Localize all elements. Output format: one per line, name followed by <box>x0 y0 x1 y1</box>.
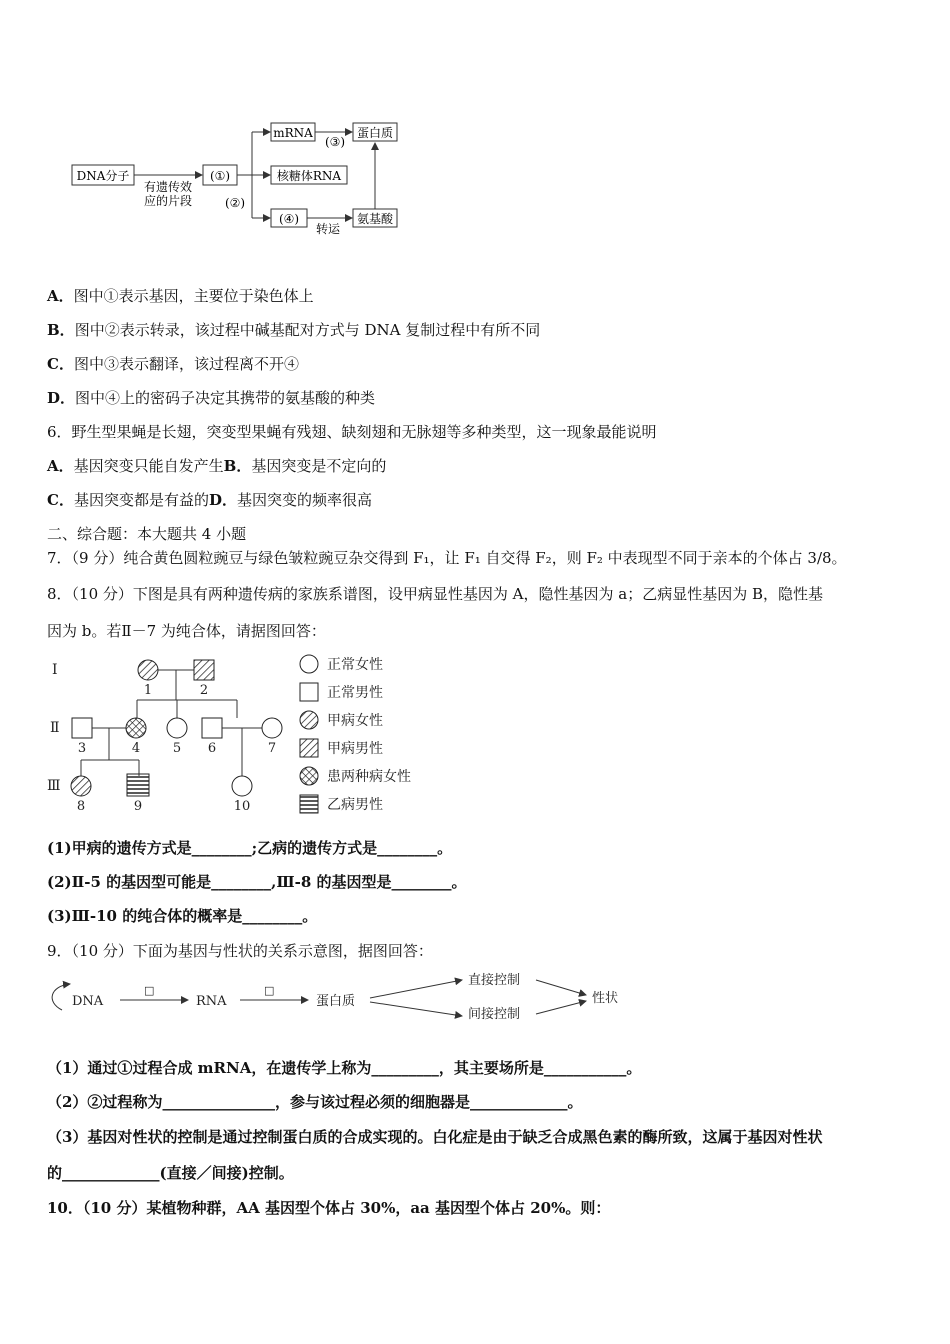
option-key: C． <box>47 491 74 509</box>
gene-expression-flow-diagram <box>60 115 420 245</box>
generation-3-label: Ⅲ <box>47 778 61 794</box>
rrna-label: 核糖体RNA <box>276 169 342 183</box>
id-8: 8 <box>76 799 86 814</box>
id-10: 10 <box>233 799 251 814</box>
dna-self-replication-arrow <box>52 984 70 1010</box>
individual-2 <box>194 660 214 680</box>
arrow-direct-to-trait <box>536 980 586 995</box>
dna-label: DNA <box>72 994 104 1009</box>
node-3-label: (③) <box>324 135 346 149</box>
id-5: 5 <box>172 741 182 756</box>
id-3: 3 <box>77 741 87 756</box>
legend-disease-b-male-symbol <box>300 795 318 813</box>
id-1: 1 <box>143 683 153 698</box>
q5-option-b <box>47 320 540 340</box>
option-text: 图中③表示翻译，该过程离不开④ <box>73 355 299 373</box>
direct-control-label: 直接控制 <box>468 973 521 988</box>
q6-stem: 6．野生型果蝇是长翅，突变型果蝇有残翅、缺刻翅和无脉翅等多种类型，这一现象最能说明 <box>47 423 657 441</box>
q5-option-a <box>47 286 314 306</box>
node-4-label: (④) <box>278 212 300 226</box>
mrna-label: mRNA <box>273 126 313 140</box>
protein-label: 蛋白质 <box>356 126 394 140</box>
q9-sub3-line2: 的_____________(直接／间接)控制。 <box>47 1164 294 1182</box>
legend-normal-female-symbol <box>300 655 318 673</box>
option-text: 图中①表示基因，主要位于染色体上 <box>73 287 314 305</box>
segment-label-1: 有遗传效 <box>143 180 193 194</box>
option-text: 基因突变都是有益的 <box>73 491 209 509</box>
individual-8 <box>71 776 91 796</box>
legend-normal-male: 正常男性 <box>327 685 383 701</box>
option-key: A． <box>47 287 74 305</box>
q8-sub2: (2)Ⅱ-5 的基因型可能是________,Ⅲ-8 的基因型是________。 <box>47 873 467 891</box>
individual-1 <box>138 660 158 680</box>
option-text: 图中②表示转录，该过程中碱基配对方式与 DNA 复制过程中有所不同 <box>74 321 541 339</box>
individual-3 <box>72 718 92 738</box>
node-1-label: (①) <box>209 169 231 183</box>
q6-options-ab <box>47 456 386 476</box>
option-key: D． <box>47 389 76 407</box>
q7-text: 7．（9 分）纯合黄色圆粒豌豆与绿色皱粒豌豆杂交得到 F₁，让 F₁ 自交得 F₂，则 F₂ 中表现型不同于亲本的个体占 3/8。 <box>47 549 847 567</box>
option-key: D． <box>208 491 237 509</box>
q6-options-cd <box>47 490 372 510</box>
legend-disease-a-male-symbol <box>300 739 318 757</box>
individual-9 <box>127 774 149 796</box>
q10-stem: 10．（10 分）某植物种群，AA 基因型个体占 30%，aa 基因型个体占 20%。则： <box>47 1199 611 1217</box>
option-text: 基因突变只能自发产生 <box>73 457 224 475</box>
id-7: 7 <box>267 741 277 756</box>
individual-6 <box>202 718 222 738</box>
segment-label-2: 应的片段 <box>143 194 193 208</box>
q9-sub3-line1: （3）基因对性状的控制是通过控制蛋白质的合成实现的。白化症是由于缺乏合成黑色素的酶所致，这属于基因对性状 <box>47 1128 823 1146</box>
option-text: 图中④上的密码子决定其携带的氨基酸的种类 <box>75 389 376 407</box>
individual-5 <box>167 718 187 738</box>
q8-stem-line2: 因为 b。若Ⅱ－7 为纯合体，请据图回答： <box>47 622 326 640</box>
id-6: 6 <box>207 741 217 756</box>
transport-label: 转运 <box>315 222 341 236</box>
legend-disease-b-male: 乙病男性 <box>327 797 383 813</box>
legend-normal-male-symbol <box>300 683 318 701</box>
q8-sub1: (1)甲病的遗传方式是________;乙病的遗传方式是________。 <box>47 839 453 857</box>
legend-disease-a-female: 甲病女性 <box>327 713 383 729</box>
individual-7 <box>262 718 282 738</box>
id-2: 2 <box>199 683 209 698</box>
process-2-box: □ <box>264 984 275 997</box>
legend-disease-a-male: 甲病男性 <box>327 741 383 757</box>
individual-10 <box>232 776 252 796</box>
arrow-protein-to-indirect <box>370 1002 462 1016</box>
q9-sub2: （2）②过程称为_______________，参与该过程必须的细胞器是_____________。 <box>47 1093 583 1111</box>
node-2-label: (②) <box>224 196 246 210</box>
q8-stem-line1: 8．（10 分）下图是具有两种遗传病的家族系谱图，设甲病显性基因为 A，隐性基因为 a；乙病显性基因为 B，隐性基 <box>47 585 824 603</box>
legend-both-diseases-female: 患两种病女性 <box>327 769 411 785</box>
arrow-indirect-to-trait <box>536 1001 586 1014</box>
rna-label: RNA <box>196 994 227 1009</box>
arrow-protein-to-direct <box>370 980 462 998</box>
trait-label: 性状 <box>592 991 619 1006</box>
pedigree-diagram <box>44 648 444 818</box>
q9-stem: 9．（10 分）下面为基因与性状的关系示意图，据图回答： <box>47 942 433 960</box>
q8-sub3: (3)Ⅲ-10 的纯合体的概率是________。 <box>47 907 318 925</box>
indirect-control-label: 间接控制 <box>468 1007 521 1022</box>
option-key: B． <box>47 321 75 339</box>
gene-trait-diagram <box>44 968 644 1028</box>
legend-normal-female: 正常女性 <box>327 657 383 673</box>
option-key: A． <box>47 457 74 475</box>
q9-sub1: （1）通过①过程合成 mRNA，在遗传学上称为_________，其主要场所是___________。 <box>47 1059 642 1077</box>
id-9: 9 <box>133 799 143 814</box>
generation-2-label: Ⅱ <box>50 720 60 736</box>
section-heading: 二、综合题：本大题共 4 小题 <box>47 525 247 543</box>
q5-option-c <box>47 354 299 374</box>
dna-molecule-label: DNA分子 <box>76 169 130 183</box>
id-4: 4 <box>131 741 141 756</box>
option-key: C． <box>47 355 74 373</box>
legend-both-diseases-female-symbol <box>300 767 318 785</box>
generation-1-label: Ⅰ <box>52 662 58 678</box>
amino-acid-label: 氨基酸 <box>356 212 394 226</box>
option-text: 基因突变的频率很高 <box>236 491 372 509</box>
option-key: B． <box>223 457 252 475</box>
q5-option-d <box>47 388 375 408</box>
protein-label: 蛋白质 <box>316 994 356 1009</box>
process-1-box: □ <box>144 984 155 997</box>
legend-disease-a-female-symbol <box>300 711 318 729</box>
option-text: 基因突变是不定向的 <box>251 457 387 475</box>
individual-4 <box>126 718 146 738</box>
